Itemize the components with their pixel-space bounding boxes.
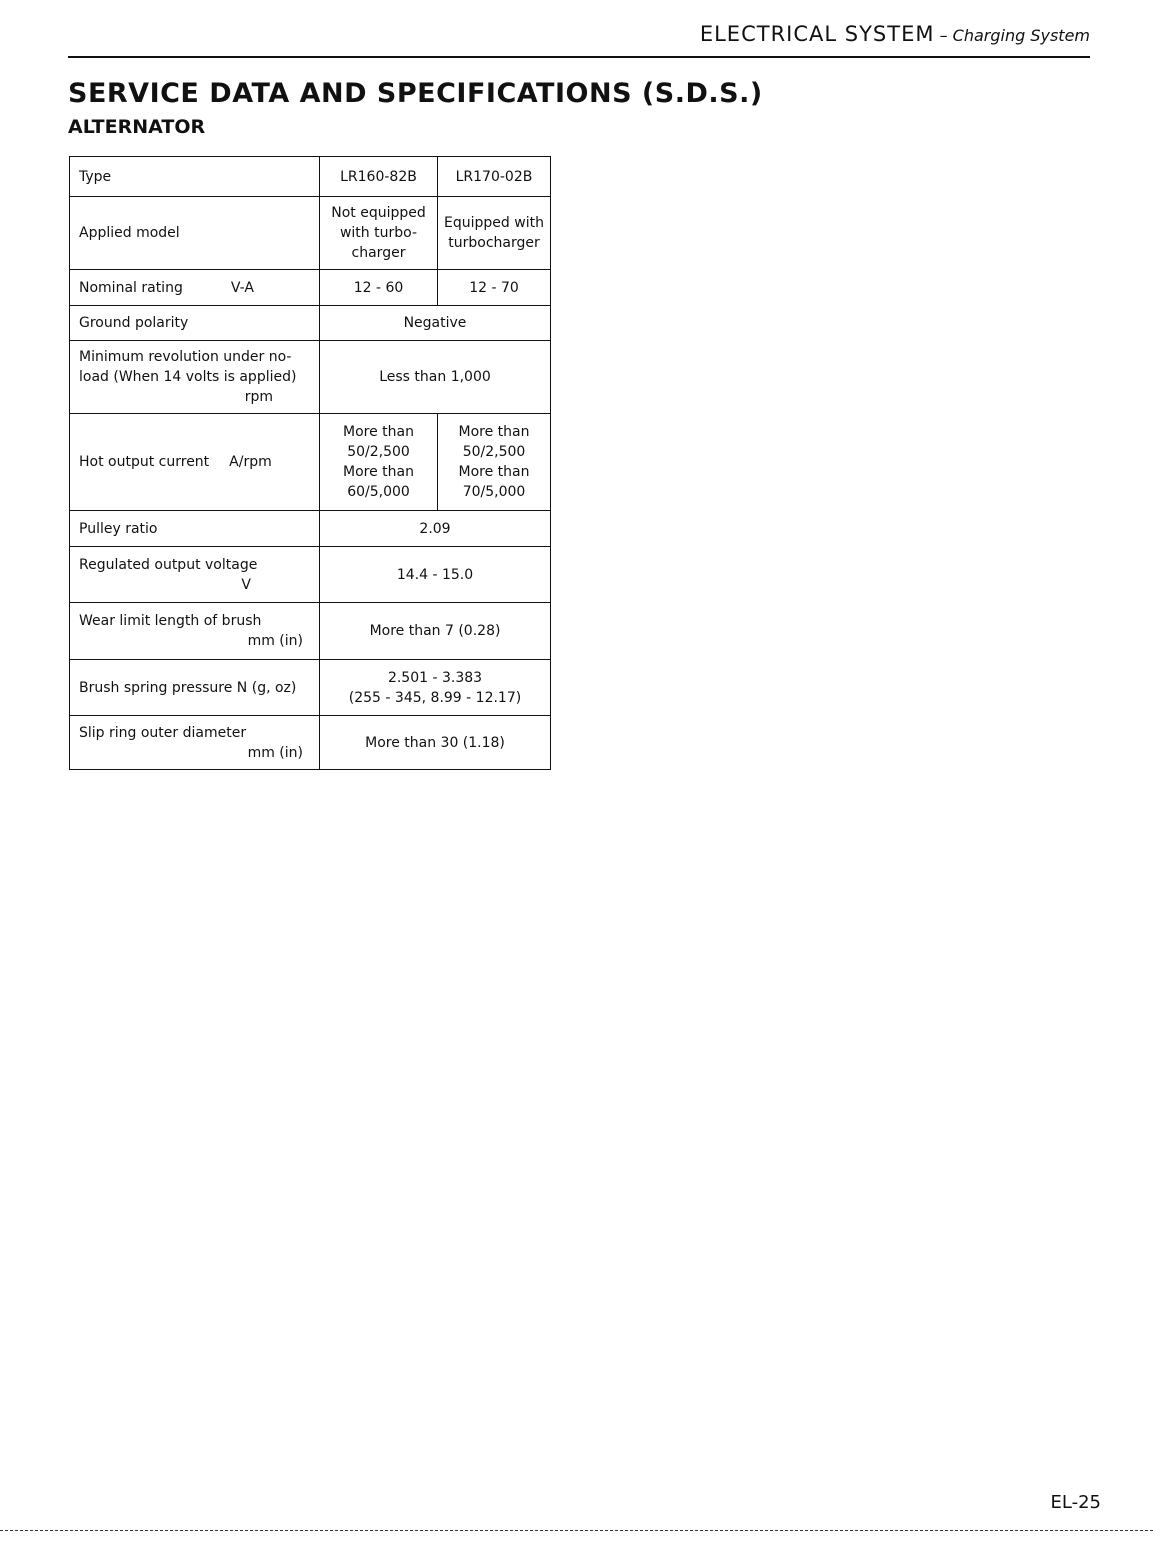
- applied-model-col1-line: with turbo-: [339, 225, 418, 241]
- nominal-rating-text: Nominal rating: [79, 279, 183, 296]
- hot-output-col2-line: More than: [458, 424, 530, 440]
- brush-wear-unit: mm (in): [247, 633, 303, 649]
- nominal-rating-col1: 12 - 60: [320, 270, 438, 306]
- applied-model-col2-line: turbocharger: [448, 235, 540, 251]
- hot-output-col2-line: 50/2,500: [462, 444, 526, 460]
- type-col1: LR160-82B: [320, 157, 438, 197]
- brush-spring-line: 2.501 - 3.383: [387, 669, 483, 686]
- slip-ring-unit: mm (in): [247, 744, 303, 761]
- min-revolution-label: [70, 341, 320, 414]
- regulated-voltage-text: Regulated output voltage: [79, 556, 258, 573]
- row-ground-polarity: [70, 306, 551, 341]
- row-type: [70, 157, 551, 197]
- pulley-ratio-value: 2.09: [320, 511, 551, 547]
- row-regulated-voltage: [70, 547, 551, 603]
- row-min-revolution: [70, 341, 551, 414]
- hot-output-col1-line: 50/2,500: [347, 444, 410, 460]
- nominal-rating-label: [70, 270, 320, 306]
- hot-output-unit: A/rpm: [229, 454, 272, 470]
- hot-output-col1-line: More than: [343, 464, 414, 480]
- hot-output-col1-line: More than: [343, 424, 414, 440]
- footer-rule: [0, 1530, 1153, 1531]
- hot-output-col2-line: 70/5,000: [462, 484, 526, 500]
- brush-spring-label: Brush spring pressure N (g, oz): [70, 660, 320, 716]
- section-subtitle: ALTERNATOR: [68, 116, 206, 138]
- nominal-rating-col2: 12 - 70: [438, 270, 551, 306]
- applied-model-col1: [320, 197, 438, 270]
- page-number: EL-25: [1050, 1492, 1101, 1513]
- row-brush-spring: [70, 660, 551, 716]
- hot-output-col1: [320, 414, 438, 511]
- nominal-rating-unit: V-A: [230, 279, 254, 296]
- min-revolution-line: Minimum revolution under no-: [79, 349, 292, 365]
- header-section: ELECTRICAL SYSTEM: [699, 22, 935, 46]
- regulated-voltage-unit: V: [241, 576, 251, 593]
- brush-wear-label: [70, 603, 320, 660]
- slip-ring-label: [70, 716, 320, 770]
- slip-ring-value: More than 30 (1.18): [320, 716, 551, 770]
- page-title: SERVICE DATA AND SPECIFICATIONS (S.D.S.): [68, 78, 763, 109]
- hot-output-col2: [438, 414, 551, 511]
- hot-output-col2-line: More than: [458, 464, 530, 480]
- row-slip-ring: [70, 716, 551, 770]
- hot-output-label: [70, 414, 320, 511]
- brush-wear-text: Wear limit length of brush: [79, 613, 262, 629]
- alternator-spec-table: [69, 156, 551, 770]
- brush-spring-value: [320, 660, 551, 716]
- type-label: Type: [70, 157, 320, 197]
- hot-output-text: Hot output current: [79, 454, 210, 470]
- row-nominal-rating: [70, 270, 551, 306]
- regulated-voltage-value: 14.4 - 15.0: [320, 547, 551, 603]
- row-hot-output: [70, 414, 551, 511]
- applied-model-col2-line: Equipped with: [444, 215, 544, 231]
- header-subsection: – Charging System: [939, 26, 1090, 45]
- pulley-ratio-label: Pulley ratio: [70, 511, 320, 547]
- hot-output-col1-line: 60/5,000: [347, 484, 410, 500]
- min-revolution-unit: rpm: [244, 389, 273, 405]
- applied-model-col2: [438, 197, 551, 270]
- brush-wear-value: More than 7 (0.28): [320, 603, 551, 660]
- ground-polarity-label: Ground polarity: [70, 306, 320, 341]
- row-applied-model: [70, 197, 551, 270]
- min-revolution-line: load (When 14 volts is applied): [79, 369, 297, 385]
- row-brush-wear: [70, 603, 551, 660]
- min-revolution-value: Less than 1,000: [320, 341, 551, 414]
- ground-polarity-value: Negative: [320, 306, 551, 341]
- brush-spring-line: (255 - 345, 8.99 - 12.17): [348, 689, 522, 706]
- applied-model-col1-line: charger: [351, 245, 406, 261]
- page-header: [68, 22, 1090, 58]
- row-pulley-ratio: [70, 511, 551, 547]
- regulated-voltage-label: [70, 547, 320, 603]
- type-col2: LR170-02B: [438, 157, 551, 197]
- applied-model-label: Applied model: [70, 197, 320, 270]
- applied-model-col1-line: Not equipped: [331, 205, 426, 221]
- slip-ring-text: Slip ring outer diameter: [79, 724, 247, 741]
